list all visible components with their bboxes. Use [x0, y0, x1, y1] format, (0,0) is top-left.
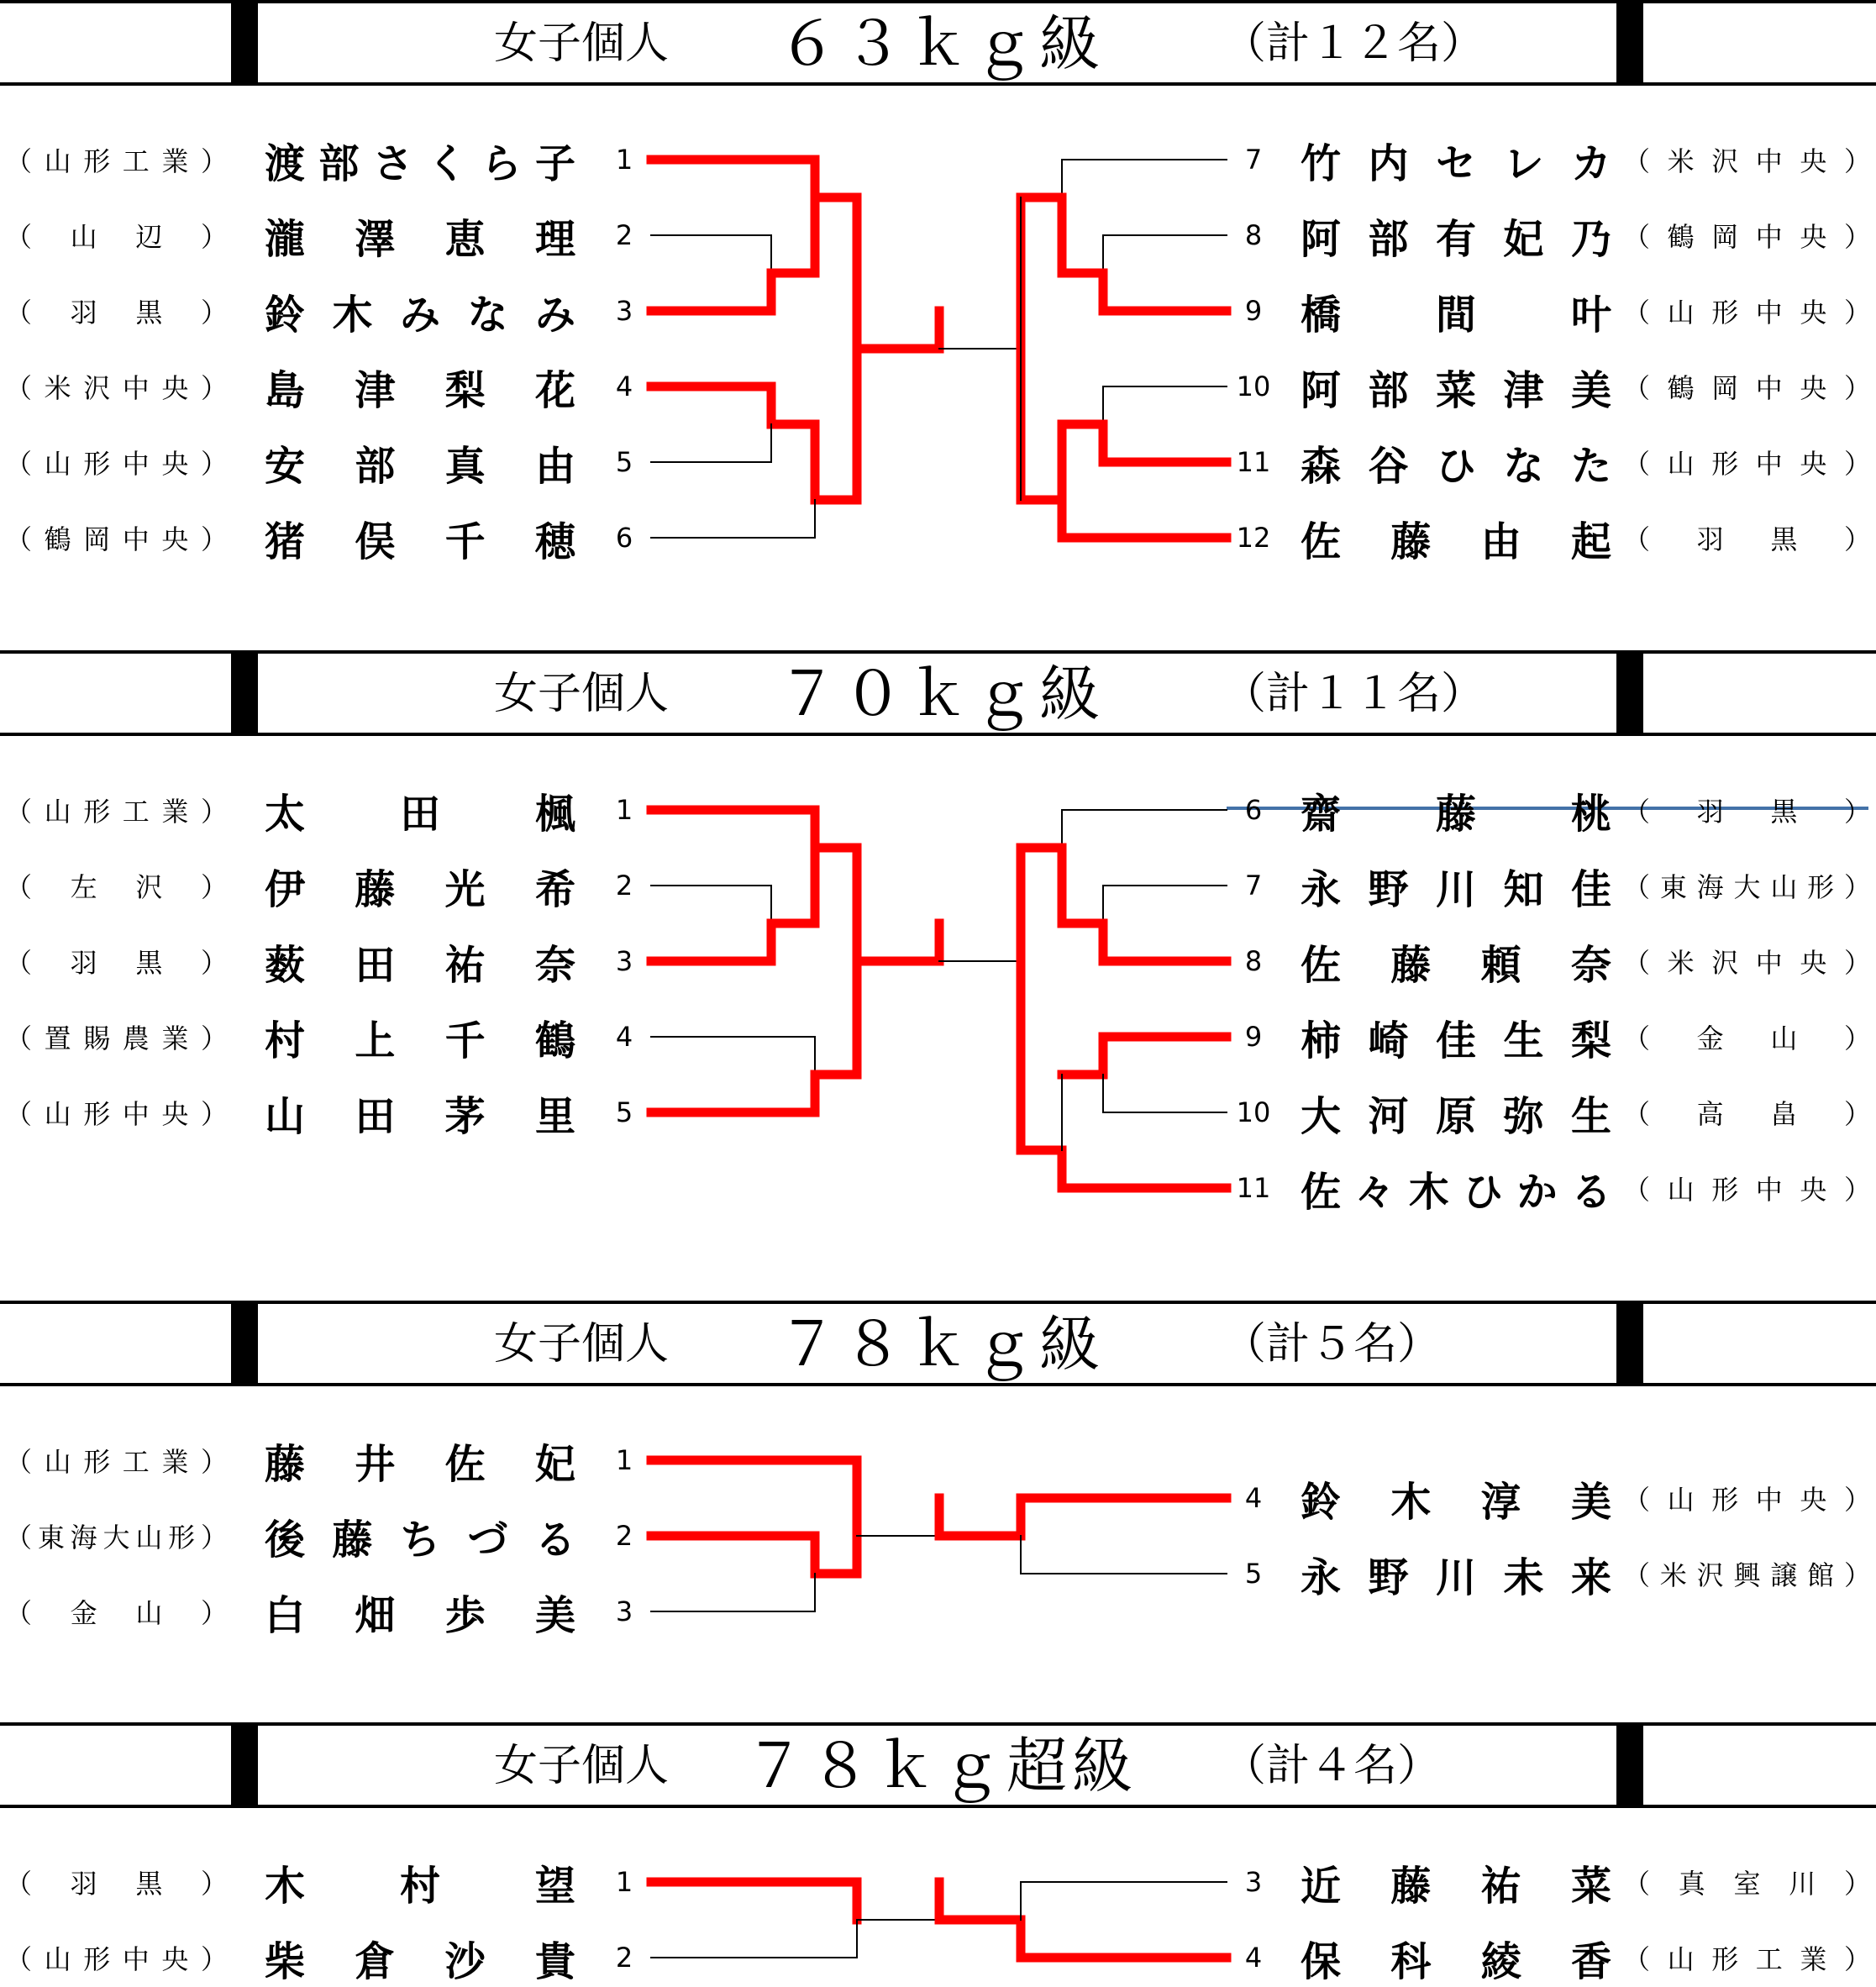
school-name: （ 山 形 工 業 ）	[1623, 1943, 1871, 1975]
seed-number: 10	[1236, 371, 1271, 402]
seed-number: 4	[1244, 1482, 1263, 1514]
school-name: （ 山 辺 ）	[5, 221, 228, 253]
seed-number: 4	[615, 1021, 633, 1053]
seed-number: 1	[615, 144, 633, 176]
school-name: （ 東 海 大 山 形 ）	[5, 1522, 228, 1553]
competitor-name: 伊 藤 光 希	[265, 865, 575, 913]
competitor-name: 佐 々 木 ひ か る	[1301, 1168, 1611, 1216]
school-name: （ 羽 黒 ）	[1623, 523, 1871, 555]
competitor-name: 大 河 原 弥 生	[1301, 1092, 1611, 1140]
competitor-name: 齋 藤 桃	[1301, 790, 1611, 838]
seed-number: 3	[615, 1595, 633, 1627]
school-name: （ 鶴 岡 中 央 ）	[5, 523, 228, 555]
seed-number: 4	[1244, 1942, 1263, 1974]
header-top-rule	[0, 1301, 1876, 1304]
competitor-name: 柿 崎 佳 生 梨	[1301, 1017, 1611, 1064]
competitor-name: 保 科 綾 香	[1301, 1937, 1611, 1985]
school-name: （ 山 形 中 央 ）	[1623, 1484, 1871, 1516]
seed-number: 5	[615, 1096, 633, 1128]
school-name: （ 真 室 川 ）	[1623, 1868, 1871, 1900]
competitor-count: （計５名）	[1222, 1319, 1442, 1369]
weight-class-title: ７８ｋｇ超級	[744, 1731, 1138, 1801]
header-left-block	[231, 1301, 258, 1385]
school-name: （ 鶴 岡 中 央 ）	[1623, 221, 1871, 253]
competitor-name: 竹 内 セ レ カ	[1301, 139, 1611, 187]
seed-number: 8	[1244, 945, 1263, 977]
school-name: （ 山 形 工 業 ）	[5, 796, 228, 828]
school-name: （ 米 沢 興 譲 館 ）	[1623, 1559, 1871, 1591]
competitor-name: 阿 部 有 妃 乃	[1301, 215, 1611, 263]
school-name: （ 鶴 岡 中 央 ）	[1623, 372, 1871, 404]
header-right-block	[1616, 650, 1643, 734]
seed-number: 1	[615, 1866, 633, 1898]
competitor-name: 瀧 澤 恵 理	[265, 215, 575, 263]
seed-number: 11	[1236, 446, 1271, 478]
competitor-name: 山 田 茅 里	[265, 1092, 575, 1140]
division-label: 女子個人	[493, 1319, 670, 1369]
header-left-block	[231, 650, 258, 734]
school-name: （ 金 山 ）	[5, 1597, 228, 1629]
weight-class-title: ６３ｋｇ級	[776, 8, 1106, 79]
competitor-name: 永 野 川 知 佳	[1301, 865, 1611, 913]
school-name: （ 金 山 ）	[1623, 1022, 1871, 1054]
competitor-name: 藤 井 佐 妃	[265, 1440, 575, 1488]
competitor-name: 佐 藤 頼 奈	[1301, 941, 1611, 989]
competitor-name: 永 野 川 未 来	[1301, 1553, 1611, 1601]
school-name: （ 左 沢 ）	[5, 871, 228, 903]
header-bottom-rule	[0, 1383, 1876, 1386]
school-name: （ 米 沢 中 央 ）	[1623, 145, 1871, 177]
header-right-block	[1616, 0, 1643, 84]
school-name: （ 山 形 中 央 ）	[1623, 297, 1871, 329]
school-name: （ 山 形 中 央 ）	[5, 448, 228, 480]
seed-number: 2	[615, 219, 633, 251]
competitor-name: 渡 部 さ く ら 子	[265, 139, 575, 187]
school-name: （ 山 形 工 業 ）	[5, 145, 228, 177]
school-name: （ 山 形 工 業 ）	[5, 1446, 228, 1478]
competitor-name: 森 谷 ひ な た	[1301, 442, 1611, 490]
header-left-block	[231, 1722, 258, 1806]
header-top-rule	[0, 650, 1876, 654]
seed-number: 8	[1244, 219, 1263, 251]
competitor-name: 白 畑 歩 美	[265, 1591, 575, 1639]
competitor-name: 近 藤 祐 菜	[1301, 1862, 1611, 1910]
school-name: （ 羽 黒 ）	[5, 947, 228, 979]
school-name: （ 米 沢 中 央 ）	[1623, 947, 1871, 979]
seed-number: 6	[615, 522, 633, 554]
school-name: （ 羽 黒 ）	[5, 1868, 228, 1900]
header-bottom-rule	[0, 82, 1876, 86]
header-right-block	[1616, 1301, 1643, 1385]
seed-number: 9	[1244, 1021, 1263, 1053]
seed-number: 11	[1236, 1172, 1271, 1204]
header-top-rule	[0, 0, 1876, 3]
school-name: （ 山 形 中 央 ）	[5, 1943, 228, 1975]
header-right-block	[1616, 1722, 1643, 1806]
competitor-name: 佐 藤 由 起	[1301, 518, 1611, 565]
weight-class-title: ７０ｋｇ級	[776, 659, 1106, 729]
competitor-count: （計１２名）	[1222, 18, 1485, 69]
header-top-rule	[0, 1722, 1876, 1726]
seed-number: 1	[615, 1444, 633, 1476]
seed-number: 5	[615, 446, 633, 478]
school-name: （ 東 海 大 山 形 ）	[1623, 871, 1871, 903]
seed-number: 5	[1244, 1558, 1263, 1590]
seed-number: 3	[1244, 1866, 1263, 1898]
competitor-name: 太 田 楓	[265, 790, 575, 838]
competitor-count: （計１１名）	[1222, 669, 1485, 719]
weight-class-title: ７８ｋｇ級	[776, 1309, 1106, 1380]
competitor-name: 阿 部 菜 津 美	[1301, 366, 1611, 414]
seed-number: 7	[1244, 144, 1263, 176]
seed-number: 2	[615, 1942, 633, 1974]
header-bottom-rule	[0, 1805, 1876, 1808]
seed-number: 12	[1236, 522, 1271, 554]
school-name: （ 羽 黒 ）	[5, 297, 228, 329]
competitor-name: 薮 田 祐 奈	[265, 941, 575, 989]
competitor-name: 村 上 千 鶴	[265, 1017, 575, 1064]
seed-number: 10	[1236, 1096, 1271, 1128]
division-label: 女子個人	[493, 18, 670, 69]
division-label: 女子個人	[493, 669, 670, 719]
seed-number: 2	[615, 1520, 633, 1552]
header-bottom-rule	[0, 733, 1876, 736]
competitor-name: 鈴 木 淳 美	[1301, 1478, 1611, 1526]
division-label: 女子個人	[493, 1741, 670, 1791]
competitor-name: 鈴 木 み な み	[265, 291, 575, 339]
competitor-name: 後 藤 ち づ る	[265, 1516, 575, 1564]
seed-number: 4	[615, 371, 633, 402]
competitor-count: （計４名）	[1222, 1741, 1442, 1791]
seed-number: 3	[615, 295, 633, 327]
competitor-name: 猪 俣 千 穂	[265, 518, 575, 565]
competitor-name: 安 部 真 由	[265, 442, 575, 490]
competitor-name: 柴 倉 沙 貴	[265, 1937, 575, 1985]
school-name: （ 山 形 中 央 ）	[1623, 1174, 1871, 1206]
seed-number: 2	[615, 870, 633, 902]
seed-number: 6	[1244, 794, 1263, 826]
competitor-name: 橋 間 叶	[1301, 291, 1611, 339]
school-name: （ 高 畠 ）	[1623, 1098, 1871, 1130]
school-name: （ 山 形 中 央 ）	[5, 1098, 228, 1130]
seed-number: 9	[1244, 295, 1263, 327]
competitor-name: 木 村 望	[265, 1862, 575, 1910]
competitor-name: 島 津 梨 花	[265, 366, 575, 414]
seed-number: 3	[615, 945, 633, 977]
school-name: （ 米 沢 中 央 ）	[5, 372, 228, 404]
school-name: （ 山 形 中 央 ）	[1623, 448, 1871, 480]
school-name: （ 置 賜 農 業 ）	[5, 1022, 228, 1054]
header-left-block	[231, 0, 258, 84]
seed-number: 1	[615, 794, 633, 826]
seed-number: 7	[1244, 870, 1263, 902]
school-name: （ 羽 黒 ）	[1623, 796, 1871, 828]
